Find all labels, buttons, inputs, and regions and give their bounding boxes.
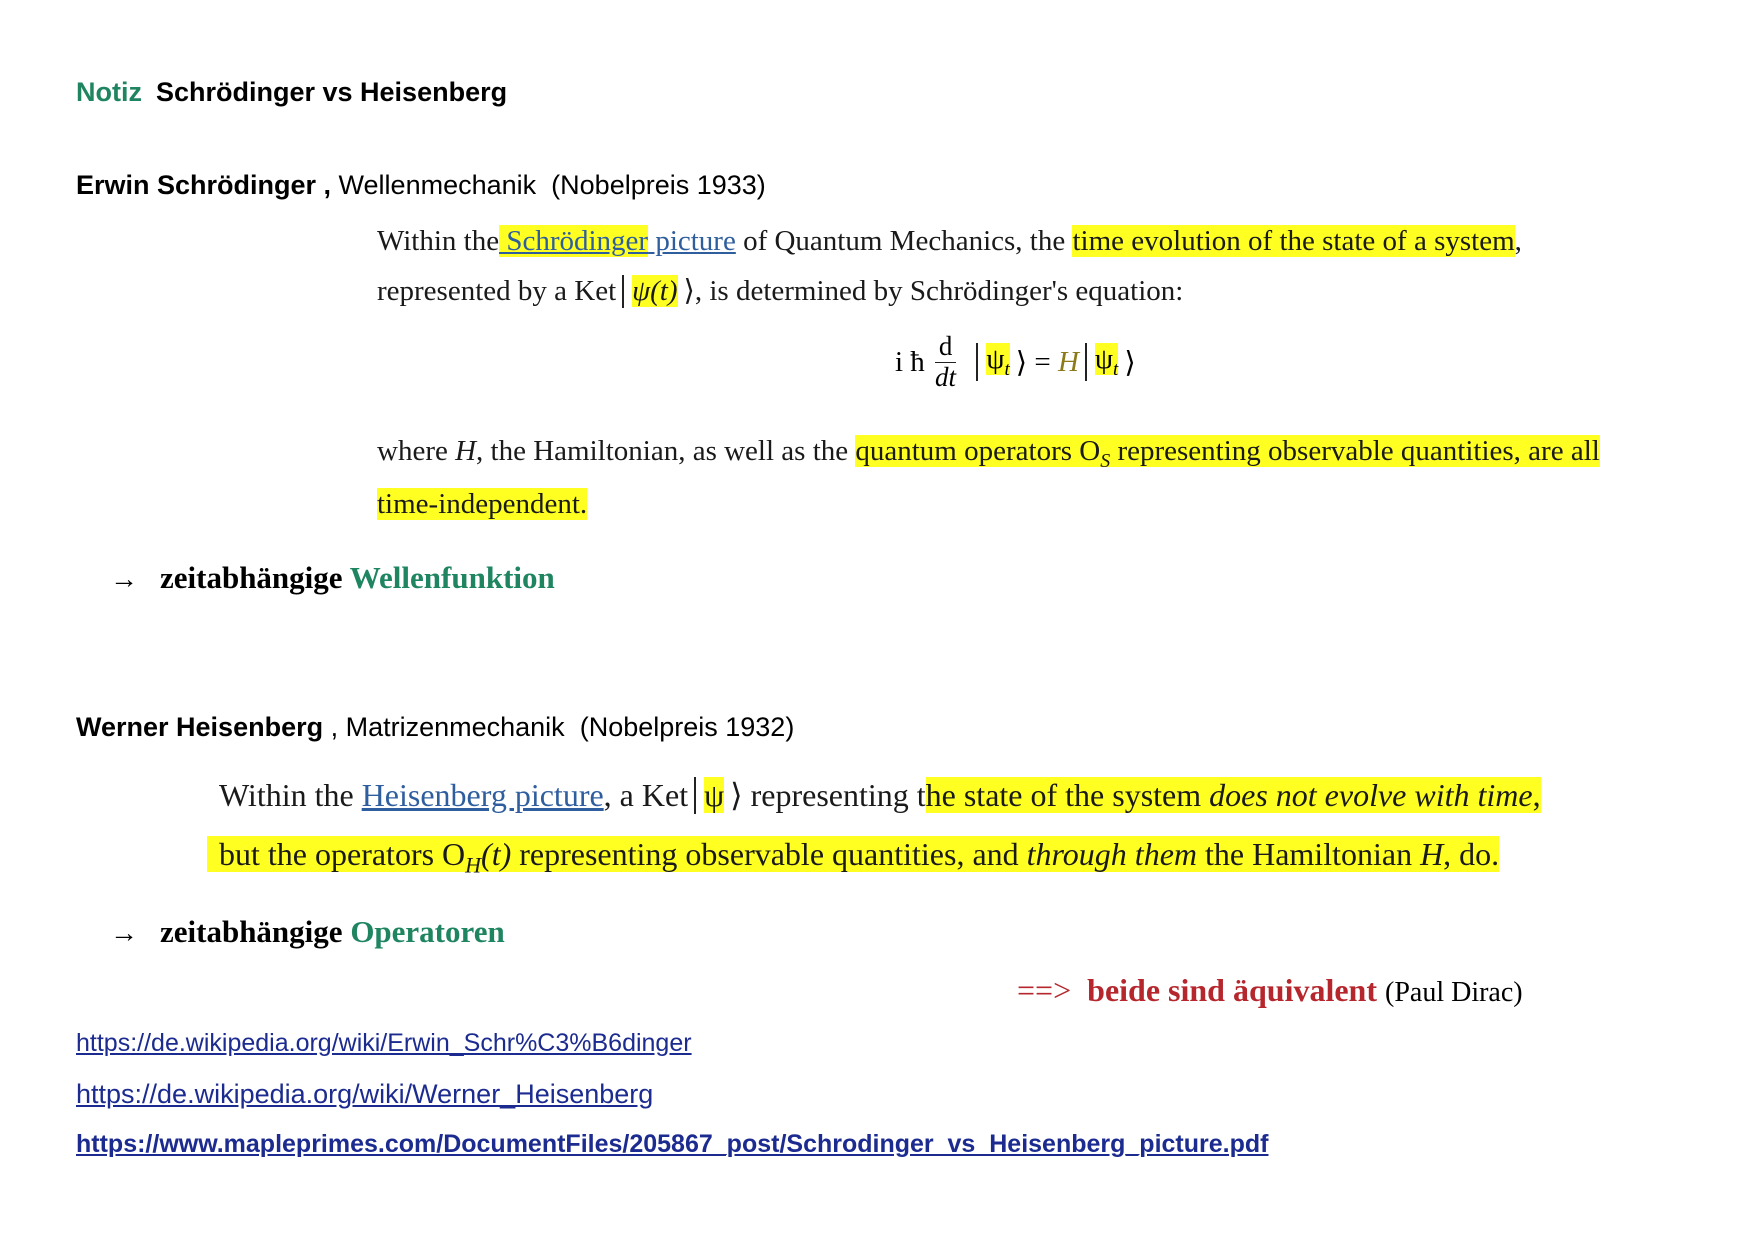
heisenberg-topic: , Matrizenmechanik bbox=[323, 712, 565, 742]
conclusion-source: (Paul Dirac) bbox=[1385, 977, 1523, 1008]
schroedinger-heading bbox=[76, 170, 766, 201]
schroedinger-topic: Wellenmechanik bbox=[331, 170, 537, 200]
result-wellenfunktion: Wellenfunktion bbox=[349, 560, 555, 595]
link-schroedinger-wiki[interactable]: https://de.wikipedia.org/wiki/Erwin_Schr%C3%B6dinger bbox=[76, 1029, 692, 1057]
heisenberg-quote-line1: Within the Heisenberg picture, a Ket ψ ⟩ representing the state of the system does not evolve with time, bbox=[219, 777, 1541, 813]
highlight-quantum-operators: quantum operators $O_S$ representing observable quantities, are all bbox=[855, 435, 1600, 472]
schroedinger-result: → zeitabhängige Wellenfunktion bbox=[110, 560, 555, 595]
schroedinger-quote-line1: Within the Schrödinger picture of Quantum Mechanics, the time evolution of the state of a system, bbox=[377, 225, 1522, 257]
note-title: Schrödinger vs Heisenberg bbox=[155, 77, 508, 107]
conclusion-text: beide sind äquivalent bbox=[1087, 972, 1377, 1008]
heisenberg-result: → zeitabhängige Operatoren bbox=[110, 914, 505, 949]
highlight-operators: but the operators $O_H(t)$ representing observable quantities, and through them the Hamiltonian H, do. bbox=[207, 836, 1499, 872]
ket-psi-t: ψ(t) bbox=[632, 275, 678, 307]
highlight-time-independent: time-independent. bbox=[377, 488, 588, 520]
heisenberg-heading bbox=[76, 712, 794, 743]
heisenberg-quote-line2 bbox=[207, 836, 1499, 878]
heisenberg-name: Werner Heisenberg bbox=[76, 712, 324, 742]
link-heisenberg-wiki[interactable]: https://de.wikipedia.org/wiki/Werner_Heisenberg bbox=[76, 1079, 654, 1109]
schroedinger-quote-line3: where H, the Hamiltonian, as well as the quantum operators $O_S$ representing observable quantities, are all bbox=[377, 435, 1600, 472]
schroedinger-picture-link[interactable]: Schrödinger bbox=[499, 225, 649, 257]
arrow-right-icon: → bbox=[110, 564, 138, 595]
arrow-right-icon: → bbox=[110, 918, 138, 949]
result-operatoren: Operatoren bbox=[350, 914, 505, 949]
schroedinger-quote-line4 bbox=[377, 488, 587, 521]
heisenberg-prize: (Nobelpreis 1932) bbox=[579, 712, 795, 742]
note-label: Notiz bbox=[76, 77, 142, 107]
schroedinger-name: Erwin Schrödinger , bbox=[76, 170, 332, 200]
conclusion-arrow: ==> bbox=[1017, 972, 1072, 1008]
page-title bbox=[76, 77, 507, 108]
derivative-fraction: $\frac{d}{dt}$ bbox=[935, 331, 957, 392]
highlight-time-evolution: time evolution of the state of a system bbox=[1072, 225, 1515, 257]
ket-psi: ψ bbox=[704, 777, 725, 813]
heisenberg-picture-link[interactable]: Heisenberg picture bbox=[361, 777, 604, 813]
conclusion bbox=[1017, 972, 1523, 1009]
picture-link[interactable]: picture bbox=[648, 225, 736, 257]
schroedinger-equation: i ħ $\frac{d}{dt}$ $\psi_t$ ⟩ = H $\psi_t$ ⟩ bbox=[895, 331, 1136, 392]
highlight-state-not-evolve: he state of the system does not evolve with time, bbox=[925, 777, 1541, 813]
schroedinger-prize: (Nobelpreis 1933) bbox=[551, 170, 766, 200]
schroedinger-quote-line2: represented by a Ket ψ(t) ⟩, is determined by Schrödinger's equation: bbox=[377, 275, 1184, 307]
link-mapleprimes-pdf[interactable]: https://www.mapleprimes.com/DocumentFiles/205867_post/Schrodinger_vs_Heisenberg_picture.pdf bbox=[76, 1130, 1269, 1158]
